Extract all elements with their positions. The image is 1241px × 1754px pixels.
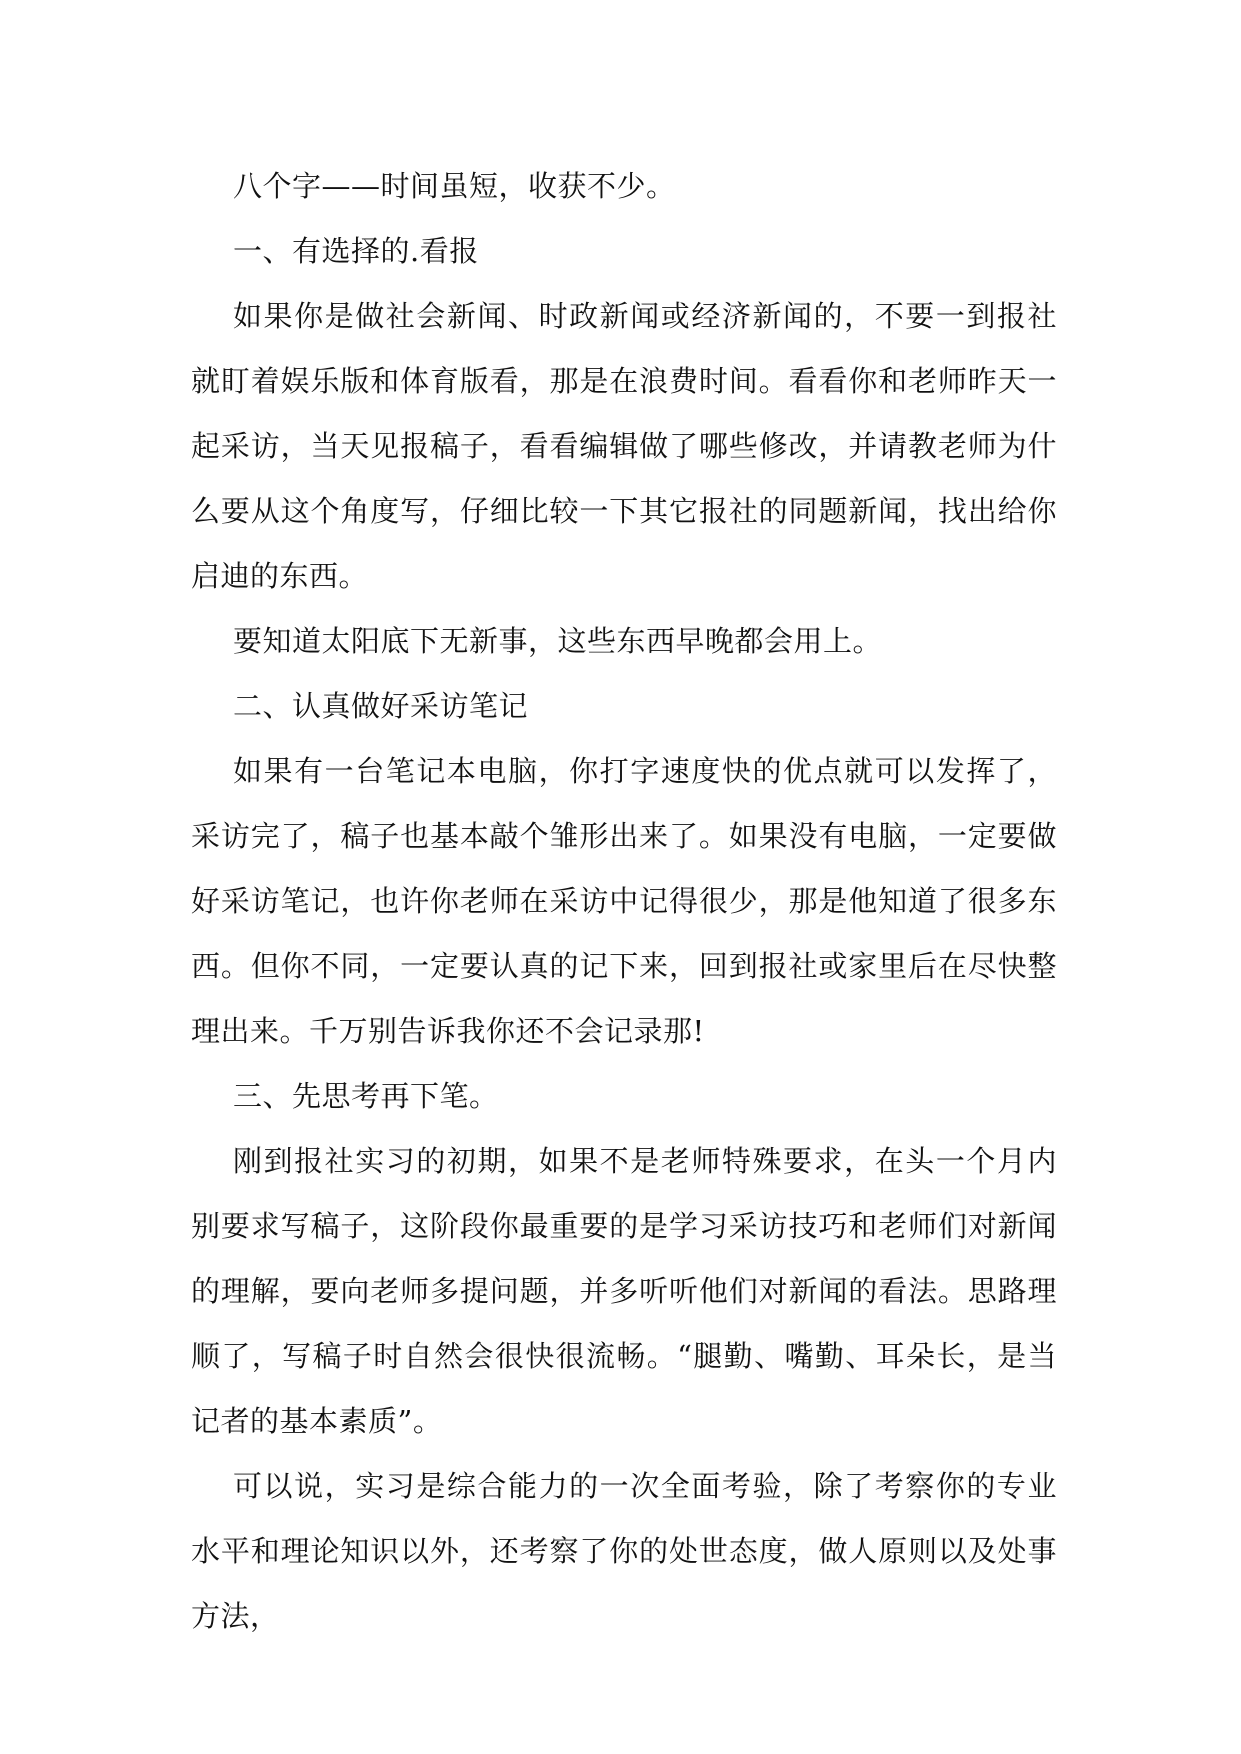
paragraph-intro: 八个字——时间虽短，收获不少。 <box>233 169 676 203</box>
section-heading-1: 一、有选择的.看报 <box>233 234 479 268</box>
paragraph-4: 刚到报社实习的初期，如果不是老师特殊要求，在头一个月内别要求写稿子，这阶段你最重要的是学习采访技巧和老师们对新闻的理解，要向老师多提问题，并多听听他们对新闻的看法。思路理顺了，写稿子时自然会很快很流畅。“腿勤、嘴勤、耳朵长，是当记者的基本素质”。 <box>191 1144 1057 1438</box>
paragraph-1: 如果你是做社会新闻、时政新闻或经济新闻的，不要一到报社就盯着娱乐版和体育版看，那是在浪费时间。看看你和老师昨天一起采访，当天见报稿子，看看编辑做了哪些修改，并请教老师为什么要从这个角度写，仔细比较一下其它报社的同题新闻，找出给你启迪的东西。 <box>191 299 1057 593</box>
section-heading-2: 二、认真做好采访笔记 <box>233 689 529 723</box>
paragraph-5: 可以说，实习是综合能力的一次全面考验，除了考察你的专业水平和理论知识以外，还考察了你的处世态度，做人原则以及处事方法， <box>191 1469 1057 1633</box>
document-body <box>191 154 1057 1649</box>
paragraph-2: 要知道太阳底下无新事，这些东西早晚都会用上。 <box>233 624 883 658</box>
section-heading-3: 三、先思考再下笔。 <box>233 1079 499 1113</box>
paragraph-3: 如果有一台笔记本电脑，你打字速度快的优点就可以发挥了，采访完了，稿子也基本敲个雏形出来了。如果没有电脑，一定要做好采访笔记，也许你老师在采访中记得很少，那是他知道了很多东西。但你不同，一定要认真的记下来，回到报社或家里后在尽快整理出来。千万别告诉我你还不会记录那! <box>191 754 1057 1048</box>
